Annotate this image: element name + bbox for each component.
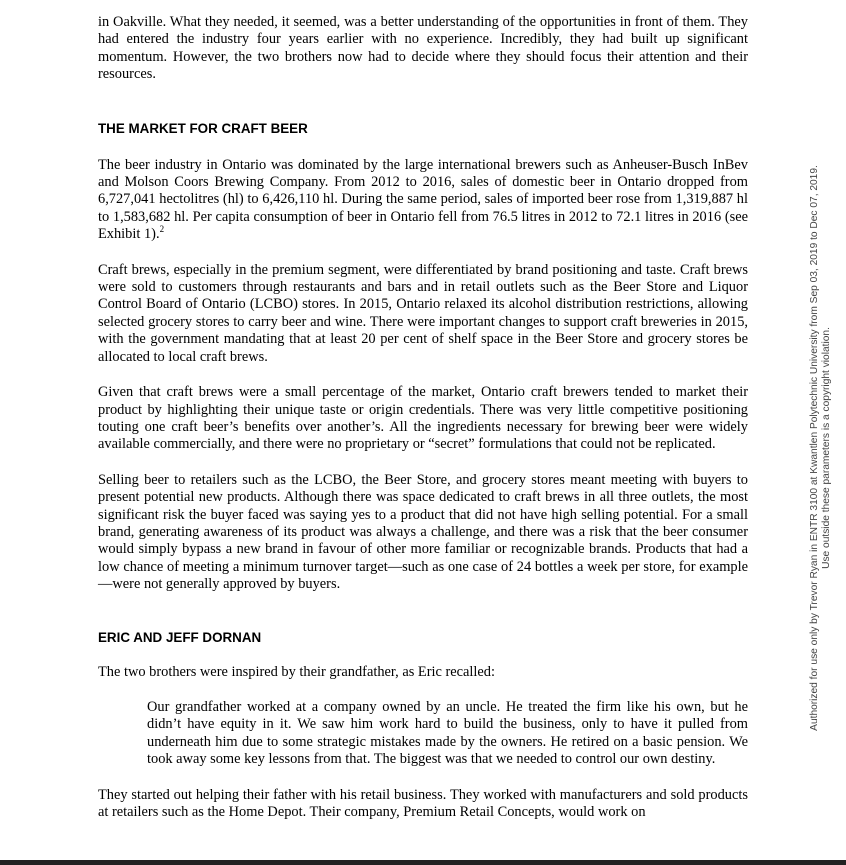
market-paragraph-3: Given that craft brews were a small percentage of the market, Ontario craft brewers tended to market their product by highlighting their unique taste or origin credentials. There was very little competitive positioning touting one craft beer’s benefits over another’s. All the ingredients necessary for brewing beer were widely available commercially, and there were no proprietary or “secret” formulations that could not be replicated. <box>98 384 748 453</box>
intro-paragraph: in Oakville. What they needed, it seemed, was a better understanding of the opportunities in front of them. They had entered the industry four years earlier with no experience. Incredibly, they had built up significant momentum. However, the two brothers now had to decide where they should focus their attention and their resources. <box>98 14 748 83</box>
section-heading-brothers: ERIC AND JEFF DORNAN <box>98 629 262 645</box>
section-heading-market: THE MARKET FOR CRAFT BEER <box>98 120 308 136</box>
market-paragraph-2: Craft brews, especially in the premium segment, were differentiated by brand positioning and taste. Craft brews were sold to customers through restaurants and bars and in retail outlets such as the Beer Store and Liquor Control Board of Ontario (LCBO) stores. In 2015, Ontario relaxed its alcohol distribution restrictions, allowing selected grocery stores to carry beer and wine. There were important changes to support craft breweries in 2015, with the government mandating that at least 20 per cent of shelf space in the Beer Store and grocery stores be allocated to local craft brews. <box>98 261 748 365</box>
copyright-line-2: Use outside these parameters is a copyright violation. <box>821 327 832 569</box>
bottom-edge-bar <box>0 860 846 865</box>
market-paragraph-1 <box>98 157 748 244</box>
market-paragraph-1-text: The beer industry in Ontario was dominated by the large international brewers such as Anheuser-Busch InBev and Molson Coors Brewing Company. From 2012 to 2016, sales of domestic beer in Ontario dropped from 6,727,041 hectolitres (hl) to 6,426,110 hl. During the same period, sales of imported beer rose from 1,319,887 hl to 1,583,682 hl. Per capita consumption of beer in Ontario fell from 76.5 litres in 2012 to 72.1 litres in 2016 (see Exhibit 1). <box>98 156 748 243</box>
document-page <box>98 14 748 821</box>
brothers-paragraph-1: The two brothers were inspired by their grandfather, as Eric recalled: <box>98 663 495 680</box>
footnote-marker: 2 <box>159 224 165 235</box>
copyright-side-note-text <box>809 165 833 731</box>
grandfather-quote: Our grandfather worked at a company owned by an uncle. He treated the firm like his own, but he didn’t have equity in it. We saw him work hard to build the business, only to have it pulled from underneath him due to some strategic mistakes made by the owners. He retired on a basic pension. We took away some key lessons from that. The biggest was that we needed to control our own destiny. <box>147 698 748 768</box>
market-paragraph-4: Selling beer to retailers such as the LCBO, the Beer Store, and grocery stores meant meeting with buyers to present potential new products. Although there was space dedicated to craft brews in all three outlets, the most significant risk the buyer faced was saying yes to a product that did not have high selling potential. For a small brand, generating awareness of its product was always a challenge, and there was a risk that the beer consumer would simply bypass a new brand in favour of other more familiar or recognizable brands. Products that had a low chance of meeting a minimum turnover target—such as one case of 24 bottles a week per store, for example—were not generally approved by buyers. <box>98 471 748 593</box>
copyright-line-1: Authorized for use only by Trevor Ryan in ENTR 3100 at Kwantlen Polytechnic University from Sep 03, 2019 to Dec 07, 2019. <box>809 165 820 731</box>
brothers-paragraph-2: They started out helping their father with his retail business. They worked with manufacturers and sold products at retailers such as the Home Depot. Their company, Premium Retail Concepts, would work on <box>98 786 748 820</box>
